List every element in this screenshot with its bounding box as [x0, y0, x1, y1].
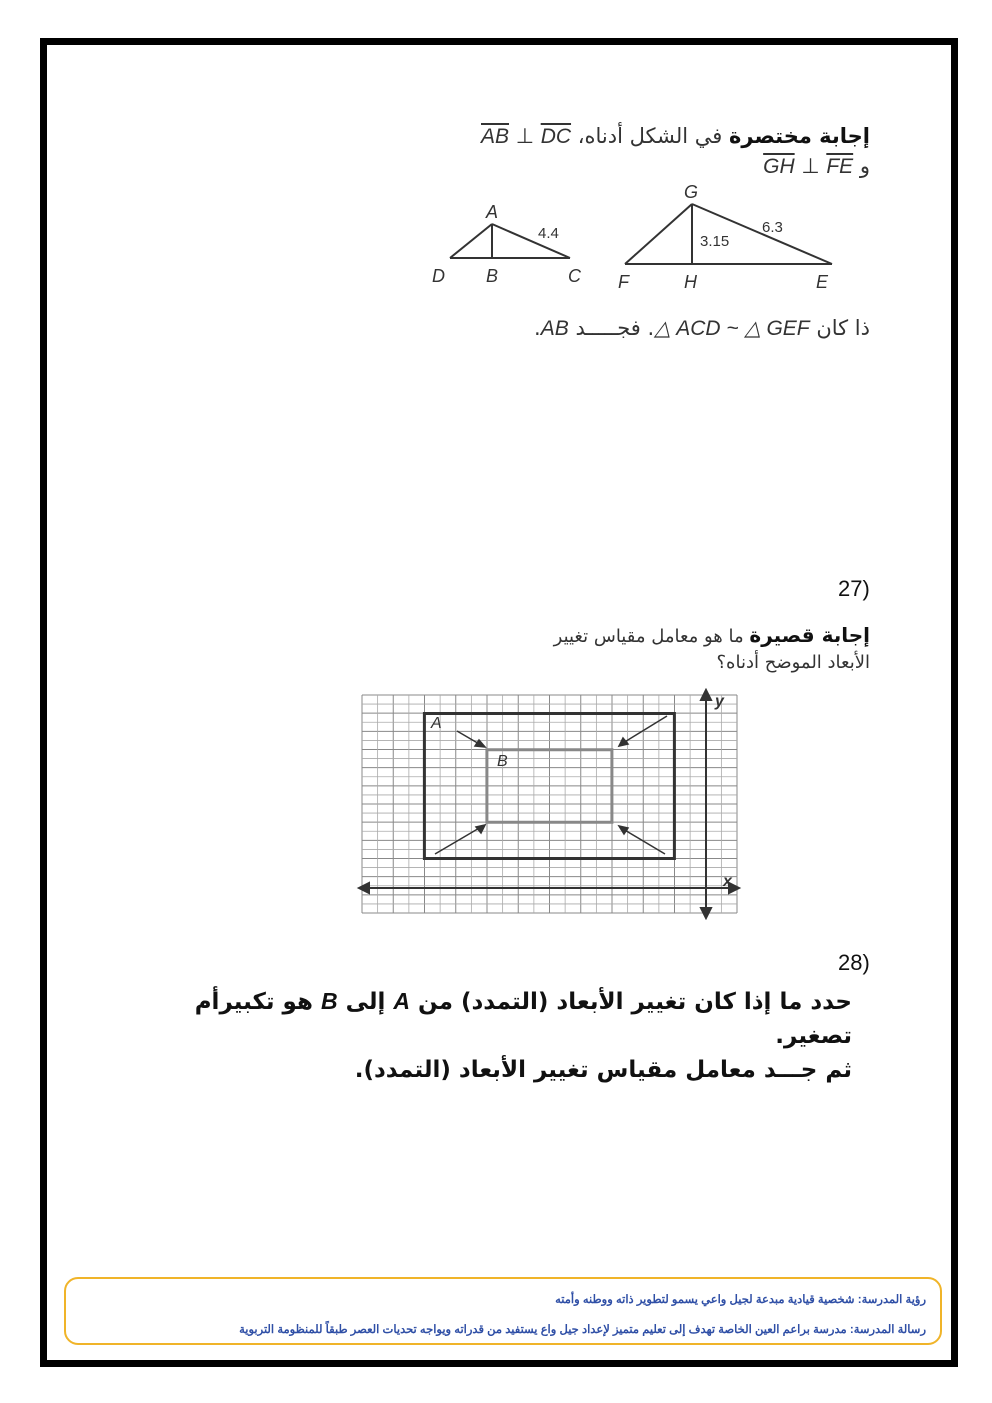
- question-27-line-2: الأبعاد الموضح أدناه؟: [716, 652, 870, 673]
- perpendicular-symbol: ⊥: [515, 124, 534, 148]
- question-27-line-1: ما هو معامل مقياس تغيير: [553, 626, 744, 647]
- question-28-line-1-part-b: إلى: [345, 989, 386, 1015]
- triangles-figure: [420, 180, 840, 295]
- question-28-line-1: [130, 984, 852, 1053]
- altitude-label-gh: 3.15: [700, 233, 730, 250]
- question-28-text: [130, 984, 852, 1087]
- label-a: A: [431, 715, 442, 732]
- segment-fe: $\overline{FE}$: [826, 155, 854, 178]
- school-vision: رؤية المدرسة: شخصية قيادية مبدعة لجيل واعي يسمو لتطوير ذاته ووطنه وأمته: [555, 1294, 926, 1306]
- similar-triangles: △ ACD ~ △ GEF: [654, 317, 810, 340]
- find-prefix: ذا كان: [816, 316, 870, 340]
- find-target: AB: [540, 317, 569, 340]
- vertex-g: G: [684, 182, 699, 202]
- question-26-line-2: [600, 154, 870, 179]
- question-27-label: إجابة قصيرة: [749, 623, 870, 647]
- axis-x-label: x: [723, 873, 732, 890]
- school-footer: [64, 1277, 942, 1345]
- question-27-number: 27): [838, 576, 870, 601]
- segment-gh: $\overline{GH}$: [763, 155, 795, 178]
- vertex-d: D: [432, 266, 445, 286]
- question-28-figure-a: A: [393, 988, 411, 1014]
- question-26-text: في الشكل أدناه،: [577, 124, 723, 148]
- dilation-grid-figure: [355, 688, 750, 920]
- question-28-line-2: ثم جـــد معامل مقياس تغيير الأبعاد (التمدد).: [354, 1057, 852, 1083]
- vertex-c: C: [568, 266, 581, 286]
- question-28-line-1-part-a: حدد ما إذا كان تغيير الأبعاد (التمدد) من: [418, 989, 852, 1015]
- school-mission: رسالة المدرسة: مدرسة براعم العين الخاصة تهدف إلى تعليم متميز لإعداد جيل واع يستفيد من قدراته ويواجه تحديات العصر طبقاً للمنظومة التربوية: [239, 1324, 926, 1336]
- vertex-h: H: [684, 272, 697, 292]
- question-28-line-1-part-c: هو تكبيرأم تصغير.: [194, 989, 852, 1049]
- question-28-number: 28): [838, 950, 870, 975]
- question-26-line-1: [350, 124, 870, 149]
- vertex-b: B: [486, 266, 499, 286]
- label-b: B: [497, 753, 508, 770]
- segment-dc: $\overline{DC}$: [540, 125, 572, 148]
- segment-ab: $\overline{AB}$: [481, 125, 510, 148]
- axis-y-label: y: [715, 693, 724, 710]
- perpendicular-symbol-2: ⊥: [801, 154, 820, 178]
- vertex-e: E: [816, 272, 829, 292]
- side-label-ac: 4.4: [538, 225, 559, 242]
- question-28-figure-b: B: [320, 988, 338, 1014]
- dilation-arrows: [435, 716, 667, 854]
- question-26-find-line: ذا كان △ ACD ~ △ GEF. فجـــــد AB.: [534, 316, 870, 340]
- vertex-a: A: [486, 202, 499, 222]
- question-27-text: [400, 622, 870, 676]
- grid-lines: [362, 695, 737, 913]
- question-26-label: إجابة مختصرة: [728, 124, 870, 148]
- side-label-ge: 6.3: [762, 219, 783, 236]
- vertex-f: F: [618, 272, 629, 292]
- and-word: و: [859, 154, 870, 178]
- find-word: فجـــــد: [575, 316, 641, 340]
